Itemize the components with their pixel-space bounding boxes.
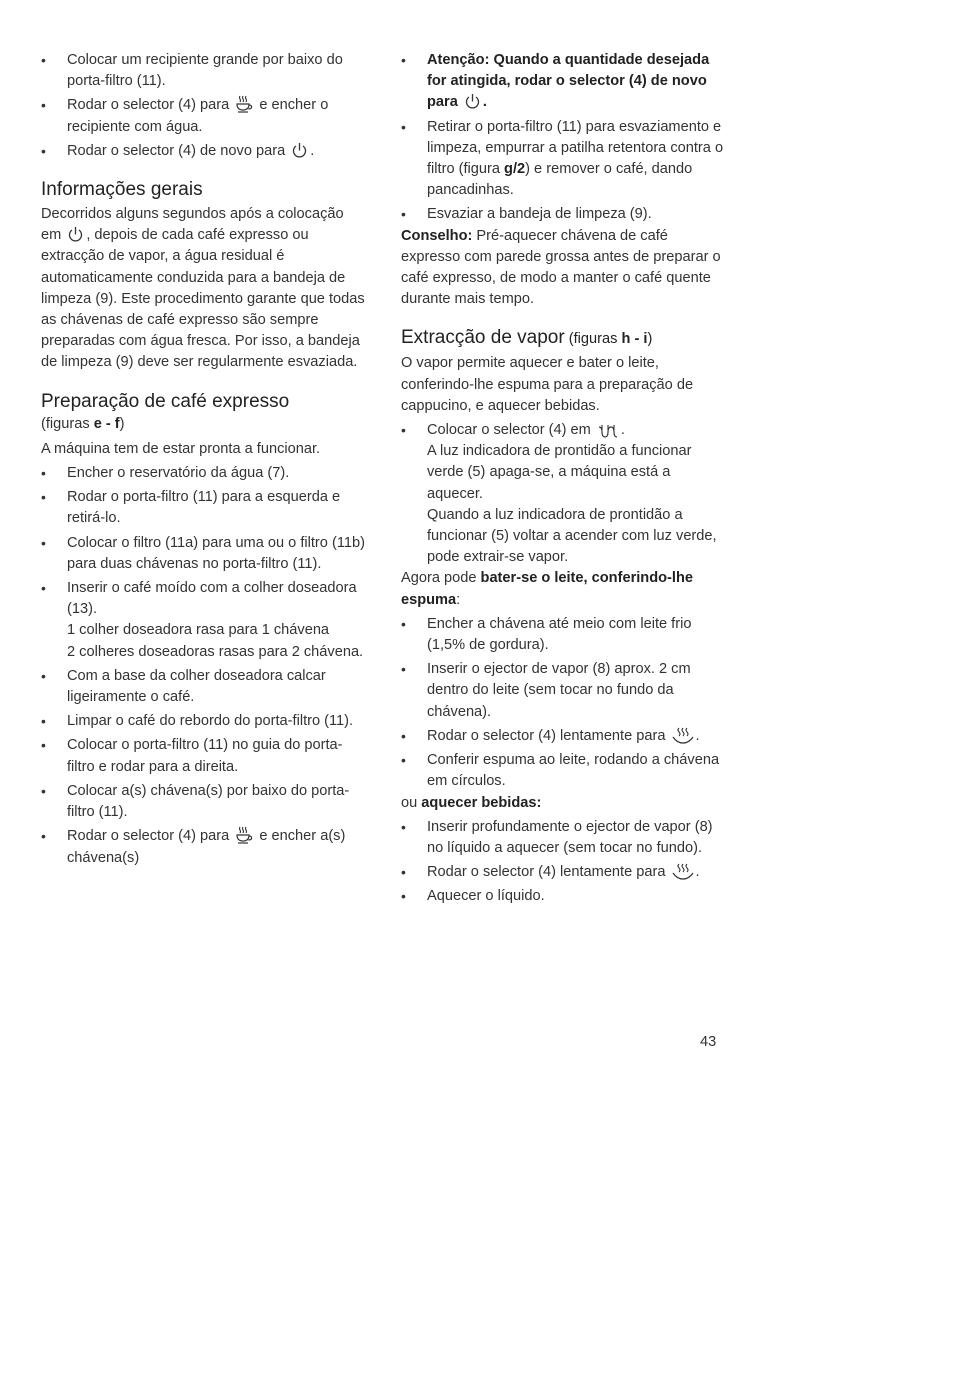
page-number: 43 [700, 1034, 717, 1050]
list-item: • Conferir espuma ao leite, rodando a chávena em círculos. [401, 750, 727, 792]
espresso-intro: A máquina tem de estar pronta a funcionar. [41, 440, 321, 457]
list-item: • Esvaziar a bandeja de limpeza (9). [401, 204, 727, 225]
steam-prep-list [401, 420, 727, 568]
right-column [401, 50, 727, 911]
heat-drinks-list [401, 817, 727, 908]
list-item: • Colocar o selector (4) em . A luz indicadora de prontidão a funcionar verde (5) apaga-se, a máquina está a aquecer. Quando a luz indicadora de prontidão a funcionar (5) voltar a acender com luz verde, pode extrair-se vapor. [401, 420, 727, 568]
list-item: • Inserir profundamente o ejector de vapor (8) no líquido a aquecer (sem tocar no fundo). [401, 817, 727, 859]
list-item: • Inserir o café moído com a colher doseadora (13). 1 colher doseadora rasa para 1 chávena 2 colheres doseadoras rasas para 2 chávena. [41, 578, 366, 663]
intro-list [41, 50, 366, 162]
list-item: • Rodar o selector (4) de novo para . [41, 141, 366, 162]
espresso-figures-ref: (figuras e - f) [41, 415, 125, 432]
espresso-steps-list [41, 463, 366, 869]
list-item: • Encher a chávena até meio com leite frio (1,5% de gordura). [401, 614, 727, 656]
list-item: • Colocar um recipiente grande por baixo do porta-filtro (11). [41, 50, 366, 92]
list-item: • Rodar o porta-filtro (11) para a esquerda e retirá-lo. [41, 487, 366, 529]
finish-list [401, 50, 727, 226]
section-heading-espresso: Preparação de café expresso [41, 390, 290, 412]
list-item: • Rodar o selector (4) lentamente para . [401, 862, 727, 883]
list-item: • Encher o reservatório da água (7). [41, 463, 366, 484]
milk-froth-intro: Agora pode bater-se o leite, conferindo-lhe espuma: [401, 570, 693, 608]
power-icon [67, 226, 84, 243]
preheat-icon [597, 424, 619, 438]
power-icon [464, 93, 481, 110]
list-item: • Limpar o café do rebordo do porta-filtro (11). [41, 711, 366, 732]
steam-icon [672, 727, 694, 744]
list-item: • Rodar o selector (4) para e encher o recipiente com água. [41, 95, 366, 137]
list-item: • Com a base da colher doseadora calcar ligeiramente o café. [41, 666, 366, 708]
list-item: • Colocar o filtro (11a) para uma ou o filtro (11b) para duas chávenas no porta-filtro (11). [41, 533, 366, 575]
power-icon [291, 142, 308, 159]
list-item: • Rodar o selector (4) para e encher a(s) chávena(s) [41, 826, 366, 868]
list-item: • Colocar a(s) chávena(s) por baixo do porta-filtro (11). [41, 781, 366, 823]
milk-froth-list [401, 614, 727, 793]
tip-paragraph: Conselho: Pré-aquecer chávena de café expresso com parede grossa antes de preparar o café expresso, de modo a manter o café quente durante mais tempo. [401, 227, 721, 308]
list-item: • Aquecer o líquido. [401, 886, 727, 907]
coffee-cup-icon [235, 826, 253, 844]
list-item: • Colocar o porta-filtro (11) no guia do porta-filtro e rodar para a direita. [41, 735, 366, 777]
left-column [41, 50, 366, 872]
heat-drinks-intro: ou aquecer bebidas: [401, 794, 542, 811]
list-item: • Inserir o ejector de vapor (8) aprox. 2 cm dentro do leite (sem tocar no fundo da chávena). [401, 659, 727, 723]
section-heading-steam: Extracção de vapor (figuras h - i) [401, 327, 653, 349]
coffee-cup-icon [235, 95, 253, 113]
list-item: • Atenção: Quando a quantidade desejada for atingida, rodar o selector (4) de novo para . [401, 50, 727, 114]
list-item: • Rodar o selector (4) lentamente para . [401, 726, 727, 747]
steam-intro: O vapor permite aquecer e bater o leite, conferindo-lhe espuma para a preparação de cappucino, e aquecer bebidas. [401, 355, 694, 414]
general-info-paragraph: Decorridos alguns segundos após a colocação em , depois de cada café expresso ou extracção de vapor, a água residual é automaticamente conduzida para a bandeja de limpeza (9). Este procedimento garante que todas as chávenas de café expresso são sempre preparadas com água fresca. Por isso, a bandeja de limpeza (9) deve ser regularmente esvaziada. [41, 206, 365, 371]
section-heading-general-info: Informações gerais [41, 179, 203, 201]
list-item: • Retirar o porta-filtro (11) para esvaziamento e limpeza, empurrar a patilha retentora contra o filtro (figura g/2) e remover o café, dando pancadinhas. [401, 117, 727, 202]
steam-icon [672, 863, 694, 880]
